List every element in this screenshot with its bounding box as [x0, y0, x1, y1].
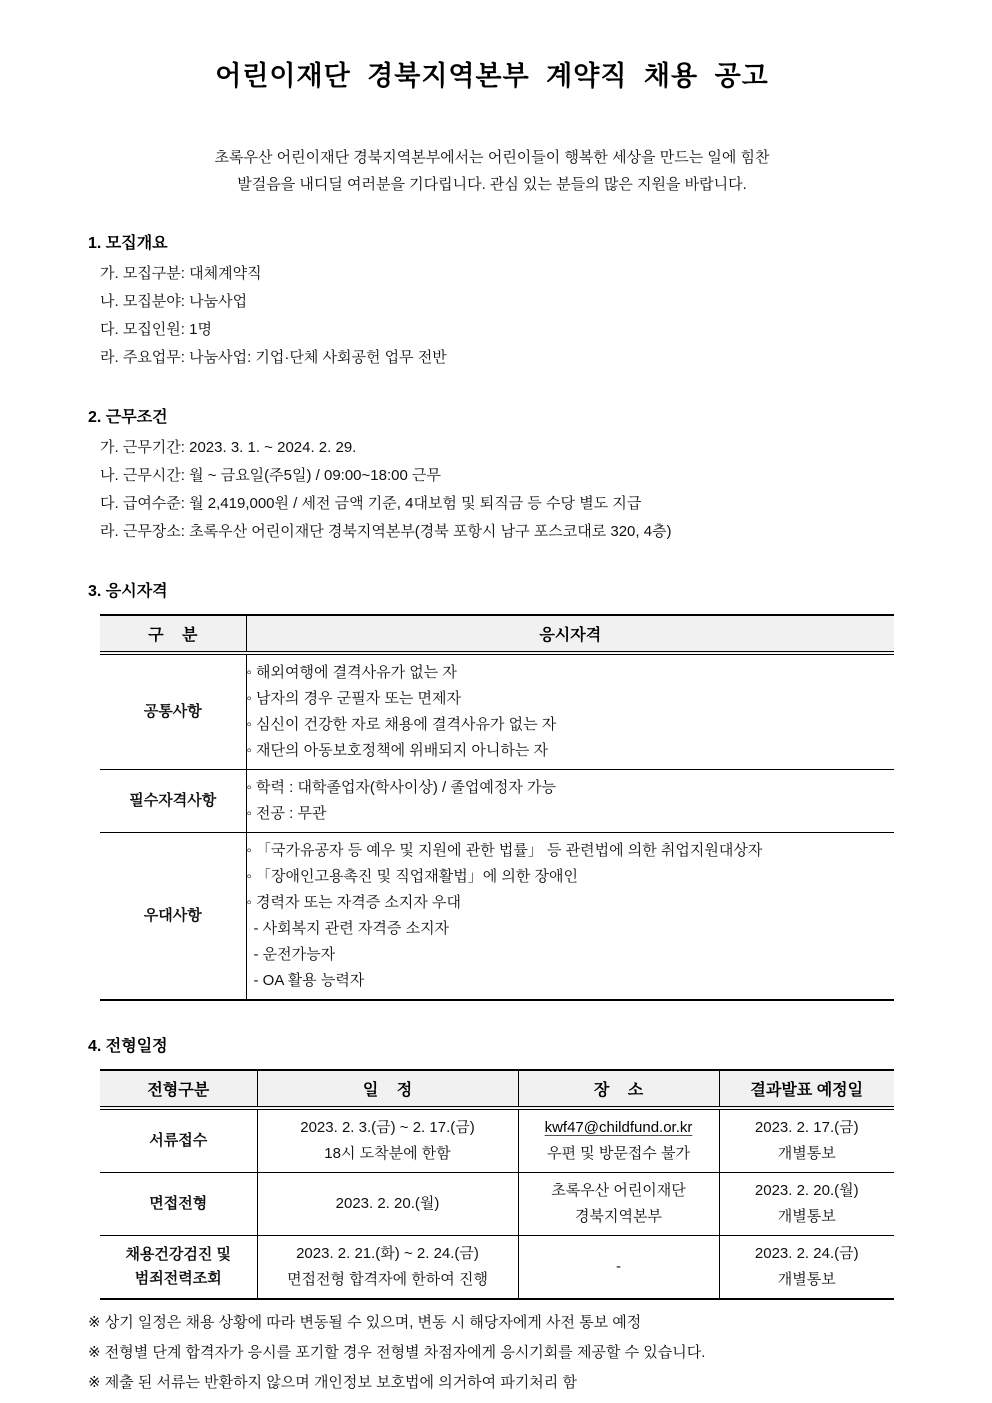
intro-paragraph: [88, 144, 896, 198]
schedule-date-line: 면접전형 합격자에 한하여 진행: [287, 1271, 488, 1288]
health-check-place: -: [616, 1258, 621, 1275]
work-location: 라. 근무장소: 초록우산 어린이재단 경북지역본부(경북 포항시 남구 포스코대로 320, 4층): [100, 523, 672, 540]
qualification-line: ◦ 경력자 또는 자격증 소지자 우대: [246, 894, 462, 911]
result-date-line: 개별통보: [777, 1271, 836, 1288]
section-heading-4: 4. 전형일정: [88, 1038, 168, 1055]
salary-level: 다. 급여수준: 월 2,419,000원 / 세전 금액 기준, 4대보험 및 퇴직금 등 수당 별도 지급: [100, 495, 642, 512]
stage-document-submission: 서류접수: [149, 1132, 208, 1149]
section-working-conditions: [88, 406, 896, 546]
eligibility-row-label-required: 필수자격사항: [100, 770, 246, 833]
qualification-line: ◦ 「국가유공자 등 예우 및 지원에 관한 법률」 등 관련법에 의한 취업지원대상자: [246, 842, 763, 859]
schedule-date-line: 2023. 2. 3.(금) ~ 2. 17.(금): [300, 1119, 475, 1136]
eligibility-row-label-preferred: 우대사항: [100, 833, 246, 1001]
section-recruitment-overview: [88, 232, 896, 372]
stage-health-check-line: 범죄전력조회: [134, 1270, 222, 1287]
note-line: ※ 제출 된 서류는 반환하지 않으며 개인정보 보호법에 의거하여 파기처리 함: [88, 1374, 577, 1391]
recruitment-duties: 라. 주요업무: 나눔사업: 기업·단체 사회공헌 업무 전반: [100, 349, 447, 366]
result-date-line: 개별통보: [777, 1208, 836, 1225]
interview-place-line: 초록우산 어린이재단: [551, 1182, 686, 1199]
qualification-line: ◦ 남자의 경우 군필자 또는 면제자: [246, 690, 462, 707]
result-date-line: 2023. 2. 17.(금): [754, 1119, 859, 1136]
stage-health-check-line: 채용건강검진 및: [125, 1246, 232, 1263]
schedule-table: [100, 1069, 894, 1300]
work-hours: 나. 근무시간: 월 ~ 금요일(주5일) / 09:00~18:00 근무: [100, 467, 441, 484]
eligibility-col-qualification: 응시자격: [246, 615, 894, 653]
table-row: [100, 833, 894, 1001]
application-email: [519, 1115, 719, 1141]
table-row: [100, 1108, 894, 1173]
qualification-line: ◦ 심신이 건강한 자로 채용에 결격사유가 없는 자: [246, 716, 557, 733]
section-schedule: [88, 1035, 896, 1300]
result-date-line: 2023. 2. 24.(금): [754, 1245, 859, 1262]
qualification-line: ◦ 「장애인고용촉진 및 직업재활법」에 의한 장애인: [246, 868, 578, 885]
schedule-header-row: [100, 1070, 894, 1108]
stage-interview: 면접전형: [100, 1173, 257, 1236]
schedule-col-result-date: 결과발표 예정일: [719, 1070, 894, 1108]
interview-place-line: 경북지역본부: [575, 1208, 662, 1225]
table-row: [100, 1236, 894, 1300]
intro-line-2: 발걸음을 내디딜 여러분을 기다립니다. 관심 있는 분들의 많은 지원을 바랍니다.: [237, 176, 747, 193]
eligibility-row-label-common: 공통사항: [143, 703, 202, 720]
table-row: [100, 1173, 894, 1236]
intro-line-1: 초록우산 어린이재단 경북지역본부에서는 어린이들이 행복한 세상을 만드는 일에 힘찬: [214, 149, 770, 166]
qualification-line: ◦ 해외여행에 결격사유가 없는 자: [246, 664, 457, 681]
schedule-col-place: 장 소: [518, 1070, 719, 1108]
qualification-line: - 운전가능자: [253, 946, 336, 963]
application-note: 우편 및 방문접수 불가: [547, 1145, 690, 1162]
recruitment-type: 가. 모집구분: 대체계약직: [100, 265, 262, 282]
work-period: 가. 근무기간: 2023. 3. 1. ~ 2024. 2. 29.: [100, 439, 357, 456]
schedule-col-stage: 전형구분: [100, 1070, 257, 1108]
qualification-line: ◦ 재단의 아동보호정책에 위배되지 아니하는 자: [246, 742, 548, 759]
recruitment-headcount: 다. 모집인원: 1명: [100, 321, 212, 338]
result-date-line: 2023. 2. 20.(월): [754, 1182, 859, 1199]
table-row: [100, 653, 894, 770]
recruitment-field: 나. 모집분야: 나눔사업: [100, 293, 248, 310]
eligibility-table: [100, 614, 894, 1001]
schedule-date-line: 18시 도착분에 한함: [324, 1145, 451, 1162]
section-heading-1: 1. 모집개요: [88, 235, 168, 252]
section-heading-3: 3. 응시자격: [88, 583, 168, 600]
footnotes: [88, 1308, 896, 1398]
note-line: ※ 전형별 단계 합격자가 응시를 포기할 경우 전형별 차점자에게 응시기회를 제공할 수 있습니다.: [88, 1344, 706, 1361]
qualification-line: - OA 활용 능력자: [253, 972, 365, 989]
table-row: [100, 770, 894, 833]
qualification-line: - 사회복지 관련 자격증 소지자: [253, 920, 450, 937]
eligibility-col-category: 구 분: [100, 615, 246, 653]
section-eligibility: [88, 580, 896, 1001]
email-link[interactable]: kwf47@childfund.or.kr: [544, 1119, 693, 1136]
schedule-date-line: 2023. 2. 21.(화) ~ 2. 24.(금): [296, 1245, 479, 1262]
qualification-line: ◦ 전공 : 무관: [246, 805, 327, 822]
eligibility-header-row: [100, 615, 894, 653]
schedule-date-line: 2023. 2. 20.(월): [335, 1195, 440, 1212]
note-line: ※ 상기 일정은 채용 상황에 따라 변동될 수 있으며, 변동 시 해당자에게 사전 통보 예정: [88, 1314, 642, 1331]
result-date-line: 개별통보: [777, 1145, 836, 1162]
page-title: 어린이재단 경북지역본부 계약직 채용 공고: [215, 61, 769, 91]
section-heading-2: 2. 근무조건: [88, 409, 168, 426]
schedule-col-date: 일 정: [257, 1070, 518, 1108]
qualification-line: ◦ 학력 : 대학졸업자(학사이상) / 졸업예정자 가능: [246, 779, 556, 796]
